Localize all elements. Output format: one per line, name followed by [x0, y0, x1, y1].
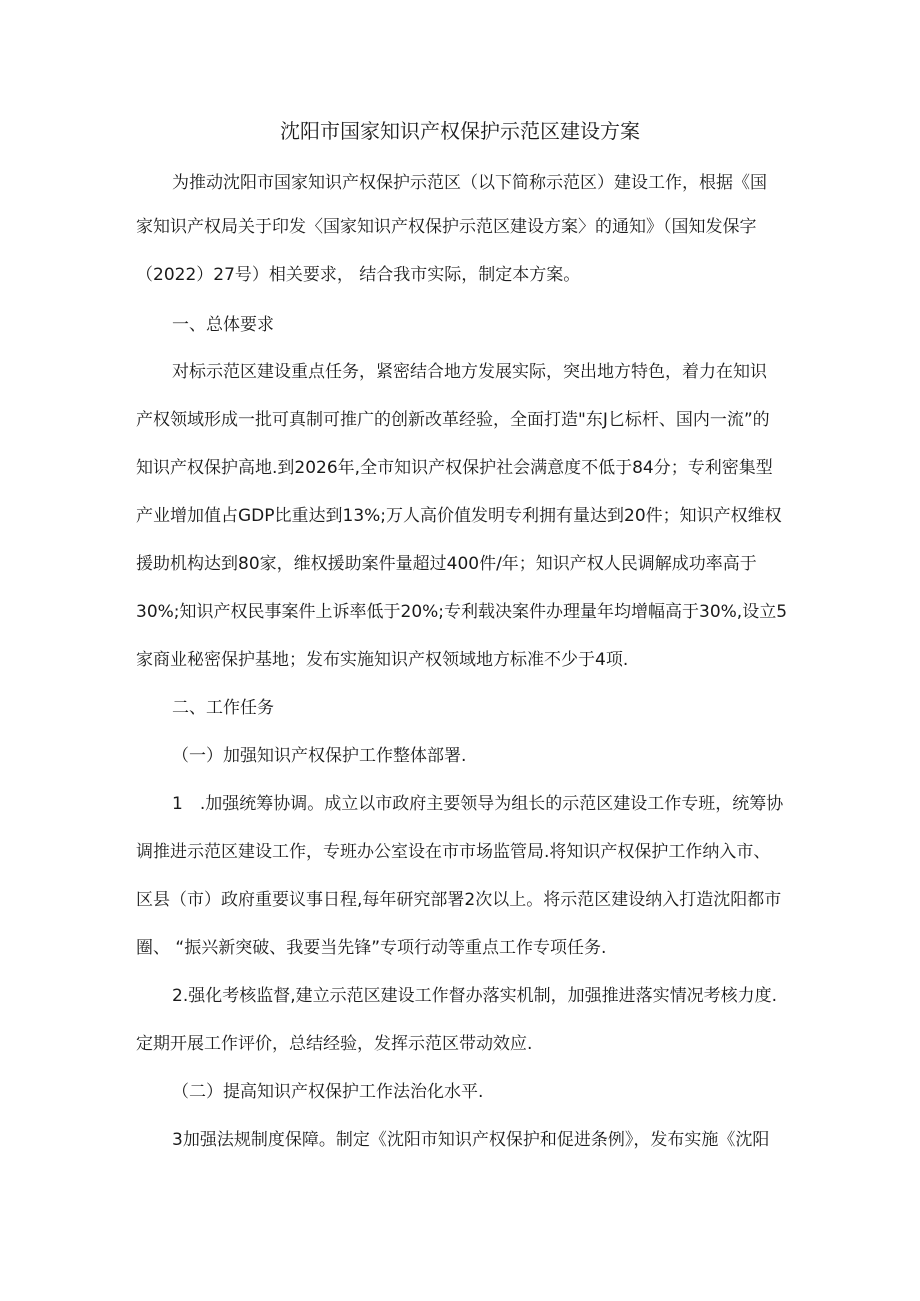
paragraph-line: 3加强法规制度保障。制定《沈阳市知识产权保护和促进条例》，发布实施《沈阳 — [172, 1130, 770, 1150]
paragraph-line: 为推动沈阳市国家知识产权保护示范区（以下简称示范区）建设工作，根据《国 — [172, 173, 767, 193]
paragraph-line: 定期开展工作评价，总结经验，发挥示范区带动效应. — [136, 1034, 533, 1054]
paragraph-line: 圈、 “振兴新突破、我要当先锋”专项行动等重点工作专项任务. — [136, 938, 607, 958]
subsection-heading: （一）加强知识产权保护工作整体部署. — [172, 746, 467, 766]
paragraph-line: 家知识产权局关于印发〈国家知识产权保护示范区建设方案〉的通知》（国知发保字 — [136, 217, 757, 237]
paragraph-line: 30%;知识产权民事案件上诉率低于20%;专利载决案件办理量年均增幅高于30%,设立5 — [136, 602, 788, 622]
paragraph-line: 产权领域形成一批可真制可推广的创新改革经验，全面打造"东J匕标杆、国内一流”的 — [136, 410, 770, 430]
paragraph-line: 1 .加强统筹协调。成立以市政府主要领导为组长的示范区建设工作专班，统筹协 — [172, 794, 784, 814]
section-heading: 一、总体要求 — [172, 315, 274, 335]
document-title: 沈阳市国家知识产权保护示范区建设方案 — [280, 119, 640, 143]
paragraph-line: 产业增加值占GDP比重达到13%;万人高价值发明专利拥有量达到20件；知识产权维权 — [136, 506, 782, 526]
paragraph-line: 调推进示范区建设工作，专班办公室设在市市场监管局.将知识产权保护工作纳入市、 — [136, 842, 771, 862]
paragraph-line: 援助机构达到80家，维权援助案件量超过400件/年；知识产权人民调解成功率高于 — [136, 554, 757, 574]
paragraph-line: 知识产权保护高地.到2026年,全市知识产权保护社会满意度不低于84分；专利密集型 — [136, 458, 773, 478]
section-heading: 二、工作任务 — [172, 698, 274, 718]
paragraph-line: 2.强化考核监督,建立示范区建设工作督办落实机制，加强推进落实情况考核力度. — [172, 986, 778, 1006]
subsection-heading: （二）提高知识产权保护工作法治化水平. — [172, 1082, 484, 1102]
paragraph-line: 家商业秘密保护基地；发布实施知识产权领域地方标准不少于4项. — [136, 650, 629, 670]
paragraph-line: 对标示范区建设重点任务，紧密结合地方发展实际，突出地方特色，着力在知识 — [172, 362, 767, 382]
paragraph-line: 区县（市）政府重要议事日程,每年研究部署2次以上。将示范区建设纳入打造沈阳都市 — [136, 890, 782, 910]
paragraph-line: （2022）27号）相关要求， 结合我市实际，制定本方案。 — [136, 265, 581, 285]
